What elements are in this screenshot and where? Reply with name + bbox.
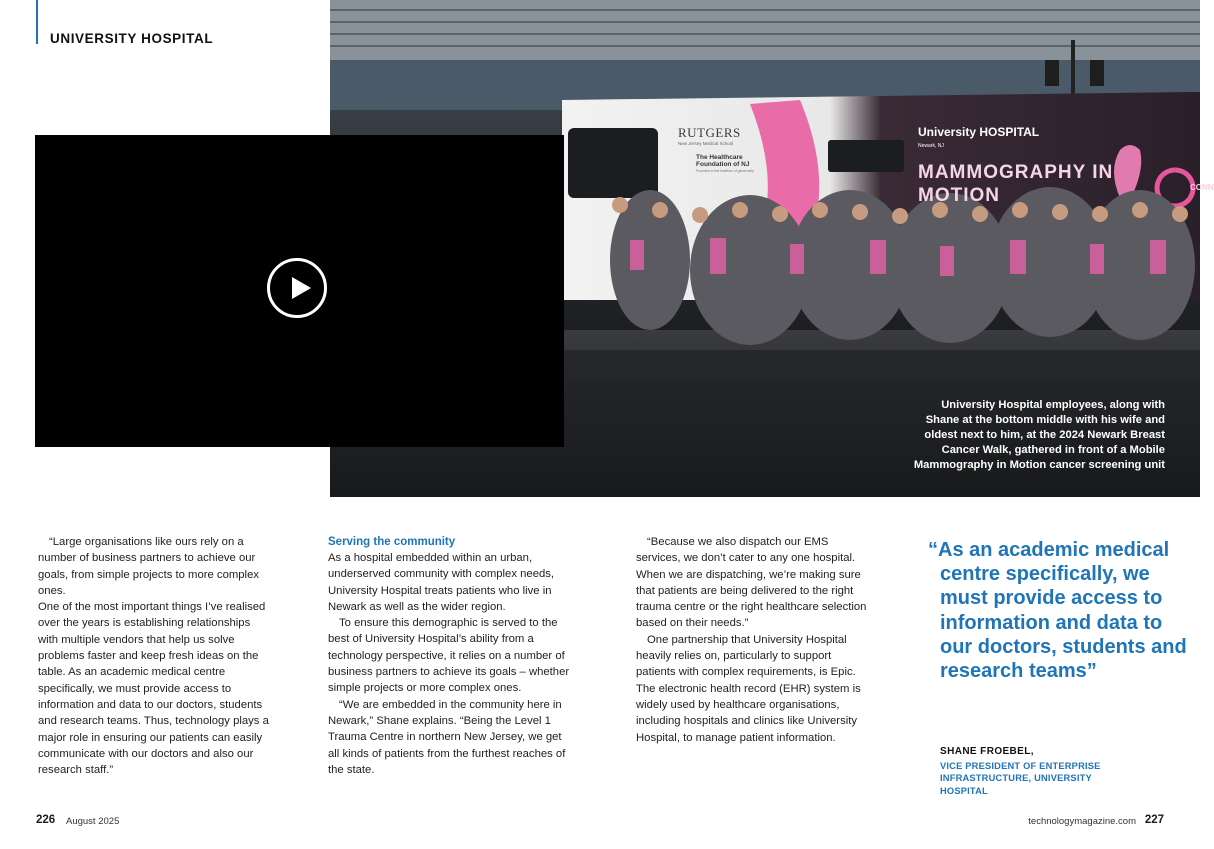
van-side-window [828,140,904,172]
play-icon [292,277,311,299]
section-label: UNIVERSITY HOSPITAL [50,31,214,46]
photo-caption: University Hospital employees, along with Shane at the bottom middle with his wife and oldest next to him, at the 2024 Newark Breast Cancer Walk, gathered in front of a Mobile Mammography in Motion cancer screening unit [913,399,1165,471]
page-number-left: 226 [36,814,56,826]
van-window [568,128,658,198]
paragraph: As a hospital embedded within an urban, underserved community with complex needs, University Hospital treats patients who live in Newark as well as the wider region. [328,552,555,613]
article-column-1 [38,534,270,778]
paragraph: One of the most important things I’ve realised over the years is establishing relationships with multiple vendors that help us solve problems faster and keep fresh ideas on the table. As an academic medical centre specifically, we must provide access to information and data to our doctors, students and research teams. Thus, technology plays a major role in ensuring our patients can easily communicate with our doctors and also our research staff.” [38,601,269,777]
site-link[interactable]: technologymagazine.com [1028,816,1136,827]
article-column-3 [636,534,871,746]
rutgers-logo: RUTGERS New Jersey Medical School [678,125,741,146]
paragraph: “We are embedded in the community here in Newark,” Shane explains. “Being the Level 1 Trauma Centre in northern New Jersey, we get all kinds of patients from the furthest reaches of the state. [328,698,566,776]
truck-headline: MAMMOGRAPHY IN MOTION [918,162,1114,206]
section-rule [36,0,38,44]
page-number-right: 227 [1144,814,1164,826]
paragraph: One partnership that University Hospital heavily relies on, particularly to support patients with complex requirements, is Epic. The electronic health record (EHR) system is widely used by healthcare organisations, including hospitals and clinics like University Hospital, to manage patient information. [636,633,861,744]
issue-date: August 2025 [66,816,120,827]
play-button[interactable] [267,258,327,318]
pull-quote: “As an academic medical centre specifically, we must provide access to information and data to our doctors, students and research teams” [928,539,1187,683]
subheading: Serving the community [328,536,456,548]
truck-hospital-logo: University HOSPITAL Newark, NJ [918,125,1040,149]
paragraph: To ensure this demographic is served to the best of University Hospital’s ability from a technology perspective, it relies on a number of business partners to achieve its goals – whether simple projects or more complex ones. [328,617,570,695]
video-player[interactable] [35,135,564,447]
paragraph: “Because we also dispatch our EMS services, we don’t cater to any one hospital. When we are dispatching, we’re making sure that patients are being delivered to the right trauma centre or the right healthcare selection based on their needs.” [636,536,867,630]
quote-attribution-title: VICE PRESIDENT OF ENTERPRISE INFRASTRUCTURE, UNIVERSITY HOSPITAL [940,761,1101,796]
healthcare-foundation-logo: The Healthcare Foundation of NJ Founded in the tradition of generosity [696,154,754,173]
truck-side-text: CONN [1190,183,1214,192]
quote-attribution-name: SHANE FROEBEL, [940,746,1034,757]
paragraph: “Large organisations like ours rely on a number of business partners to achieve our goals, from simple projects to more complex ones. [38,536,259,597]
article-column-2 [328,534,573,778]
